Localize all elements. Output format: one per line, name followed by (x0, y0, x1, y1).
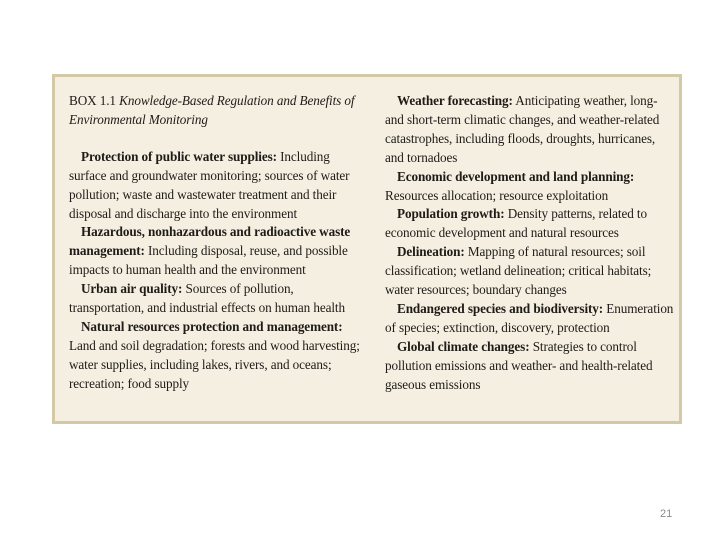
entry-weather (385, 92, 675, 168)
box-left-column (69, 92, 361, 394)
entry-head: Endangered species and biodiversity: (397, 300, 604, 316)
entry-urban-air (69, 280, 361, 318)
entry-text: Resources allocation; resource exploitation (385, 187, 609, 203)
entry-delineation (385, 243, 675, 300)
entry-head: Global climate changes: (397, 338, 530, 354)
entry-endangered (385, 300, 675, 338)
entry-head: Hazardous, nonhazardous and radioactive waste management: (69, 224, 351, 259)
entry-text: Sources of pollution, transportation, and industrial effects on human health (69, 281, 345, 316)
box-number: BOX 1.1 (69, 93, 116, 108)
entry-head: Delineation: (397, 244, 465, 260)
entry-text: Enumeration of species; extinction, discovery, protection (385, 300, 674, 335)
entry-natural-resources (69, 318, 361, 394)
entry-head: Population growth: (397, 206, 505, 222)
info-box (52, 74, 682, 424)
box-title (69, 92, 361, 130)
entry-text: Including disposal, reuse, and possible impacts to human health and the environment (69, 243, 348, 278)
entry-population (385, 205, 675, 243)
entry-water-supplies (69, 148, 361, 224)
entry-text: Land and soil degradation; forests and wood harvesting; water supplies, including lakes, rivers, and oceans; recreation; food supply (69, 337, 360, 391)
entry-head: Weather forecasting: (397, 93, 513, 108)
entry-climate (385, 338, 675, 395)
box-title-text: Knowledge-Based Regulation and Benefits of Environmental Monitoring (69, 93, 355, 127)
entry-text: Density patterns, related to economic development and natural resources (385, 206, 647, 241)
page-number: 21 (660, 508, 673, 520)
entry-head: Urban air quality: (81, 281, 183, 297)
entry-waste-management (69, 223, 361, 280)
box-right-column (385, 92, 675, 395)
entry-head: Economic development and land planning: (397, 168, 635, 184)
entry-economic (385, 168, 675, 206)
entry-head: Protection of public water supplies: (81, 148, 277, 164)
entry-text: Anticipating weather, long- and short-term climatic changes, and weather-related catastrophes, including floods, droughts, hurricanes, and tornadoes (385, 93, 660, 165)
entry-text: Strategies to control pollution emissions and weather- and health-related gaseous emissions (385, 338, 653, 392)
entry-text: Mapping of natural resources; soil classification; wetland delineation; critical habitats; water resources; boundary changes (385, 244, 652, 298)
entry-head: Natural resources protection and management: (81, 318, 343, 334)
entry-text: Including surface and groundwater monitoring; sources of water pollution; waste and wastewater treatment and their disposal and discharge into the environment (69, 148, 350, 221)
